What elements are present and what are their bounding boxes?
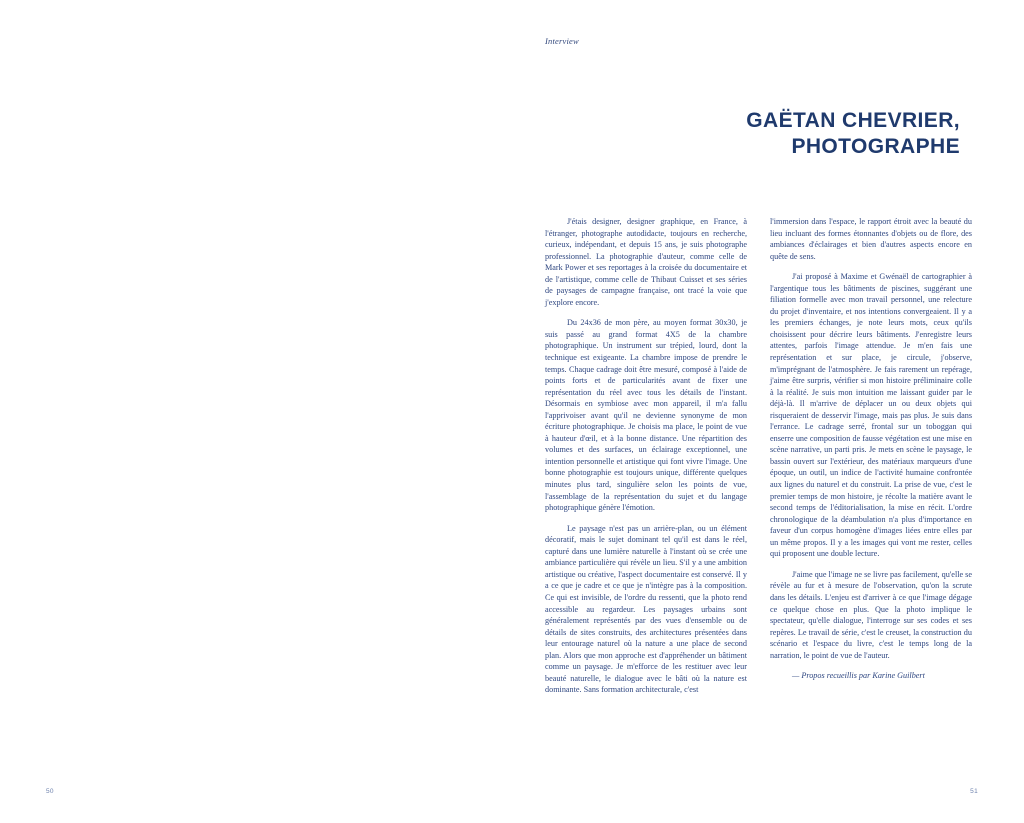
paragraph: l'immersion dans l'espace, le rapport étroit avec la beauté du lieu incluant des formes étonnantes d'objets ou de flore, des ambiances d'éclairages et bien d'autres aspects encore en quête de sens.: [770, 217, 972, 261]
paragraph: Du 24x36 de mon père, au moyen format 30x30, je suis passé au grand format 4X5 de la chambre photographique. Un instrument sur trépied, lourd, dont la technique est exigeante. La chambre impose de prendre le temps. Chaque cadrage doit être mesuré, composé à l'aide de points forts et de particularités avant de fixer une représentation du réel avec tous les détails de l'instant. Désormais en symbiose avec mon appareil, il m'a fallu l'apprivoiser avant qu'il ne devienne synonyme de mon écriture photographique. Je choisis ma place, le point de vue à hauteur d'œil, et à la bonne distance. Une répartition des volumes et des surfaces, un éclairage exceptionnel, une intention personnelle et artistique qui font vivre l'image. Une bonne photographie est toujours unique, différente quelques minutes plus tard, singulière selon les points de vue, l'assemblage de la représentation du sujet et du langage photographique génère l'émotion.: [545, 318, 747, 513]
page-title: [545, 108, 960, 160]
article-credit: — Propos recueillis par Karine Guilbert: [792, 671, 925, 681]
column-right: [770, 216, 972, 696]
folio-right: 51: [970, 788, 978, 795]
paragraph: J'aime que l'image ne se livre pas facilement, qu'elle se révèle au fur et à mesure de l'observation, qu'on la scrute dans les détails. L'enjeu est d'arriver à ce que l'image dégage ce quelque chose en plus. Que la photo implique le spectateur, qu'elle dialogue, l'interroge sur ses codes et ses repères. Le travail de série, c'est le creuset, la construction du scénario et l'espace du livre, c'est le temps long de la narration, le point de vue de l'auteur.: [770, 569, 972, 660]
article-body: [545, 216, 972, 696]
page-title-line-1: GAËTAN CHEVRIER,: [746, 109, 960, 132]
paragraph: J'ai proposé à Maxime et Gwénaël de cartographier à l'argentique tous les bâtiments de piscines, suggérant une filiation formelle avec mon travail personnel, une relecture du projet d'inventaire, et nos intentions convergeaient. Il y a les premiers échanges, je note leurs mots, ceux qu'ils choisissent pour décrire leurs bâtiments. J'enregistre leurs attentes, parfois l'image attendue. Je m'en fais une représentation et sur place, je circule, j'observe, m'imprégnant de l'atmosphère. Je fais rarement un repérage, j'aime être surpris, vérifier si mon histoire préliminaire colle à la réalité. Je suis mon intuition me laissant guider par le déjà-là. Il m'arrive de déplacer un ou deux objets qui risqueraient de desservir l'image, mais pas plus. Je suis dans l'errance. Le cadrage serré, frontal sur un toboggan qui enserre une composition de fausse végétation est une mise en scène narrative, un parti pris. Je mets en scène le paysage, le bassin ouvert sur l'extérieur, des matériaux marqueurs d'une époque, un outil, un indice de l'activité humaine confrontée aux lignes du naturel et du construit. La prise de vue, c'est le premier temps de mon histoire, je récolte la matière avant le second temps de l'éditorialisation, la mise en récit. L'ordre chronologique de la déambulation n'a plus d'importance en faveur d'un corpus homogène d'images liées entre elles par un même propos. Il y a les images qui vont me rester, celles qui proposent une double lecture.: [770, 272, 972, 559]
folio-left: 50: [46, 788, 54, 795]
paragraph: J'étais designer, designer graphique, en France, à l'étranger, photographe autodidacte, toujours en recherche, curieux, indépendant, et depuis 15 ans, je suis photographe professionnel. La photographie d'auteur, comme celle de Mark Power et ses reportages à la croisée du documentaire et de l'artistique, comme celle de Thibaut Cuisset et ses séries de paysages de campagne française, ont tracé la voie que j'explore encore.: [545, 217, 747, 307]
column-left: [545, 216, 747, 696]
page-title-line-2: PHOTOGRAPHE: [791, 135, 960, 158]
paragraph: Le paysage n'est pas un arrière-plan, ou un élément décoratif, mais le sujet dominant tel qu'il est dans le réel, capturé dans une lumière naturelle à l'instant où se crée une ambiance particulière qui révèle un lieu. S'il y a une ambition artistique ou créative, l'aspect documentaire est conservé. Il y a ce que je cadre et ce que je n'intègre pas à la composition. Ce qui est invisible, de l'ordre du ressenti, que la photo rend accessible au regardeur. Les paysages urbains sont généralement représentés par des vues d'ensemble ou de détails de sites construits, des architectures présentées dans leur entourage naturel où la nature a une place de second plan. Alors que mon approche est d'appréhender un bâtiment comme un paysage. Je m'efforce de les restituer avec leur beauté naturelle, le dialogue avec le bâti où la nature est dominante. Sans formation architecturale, c'est: [545, 523, 747, 695]
running-head: Interview: [545, 36, 579, 46]
